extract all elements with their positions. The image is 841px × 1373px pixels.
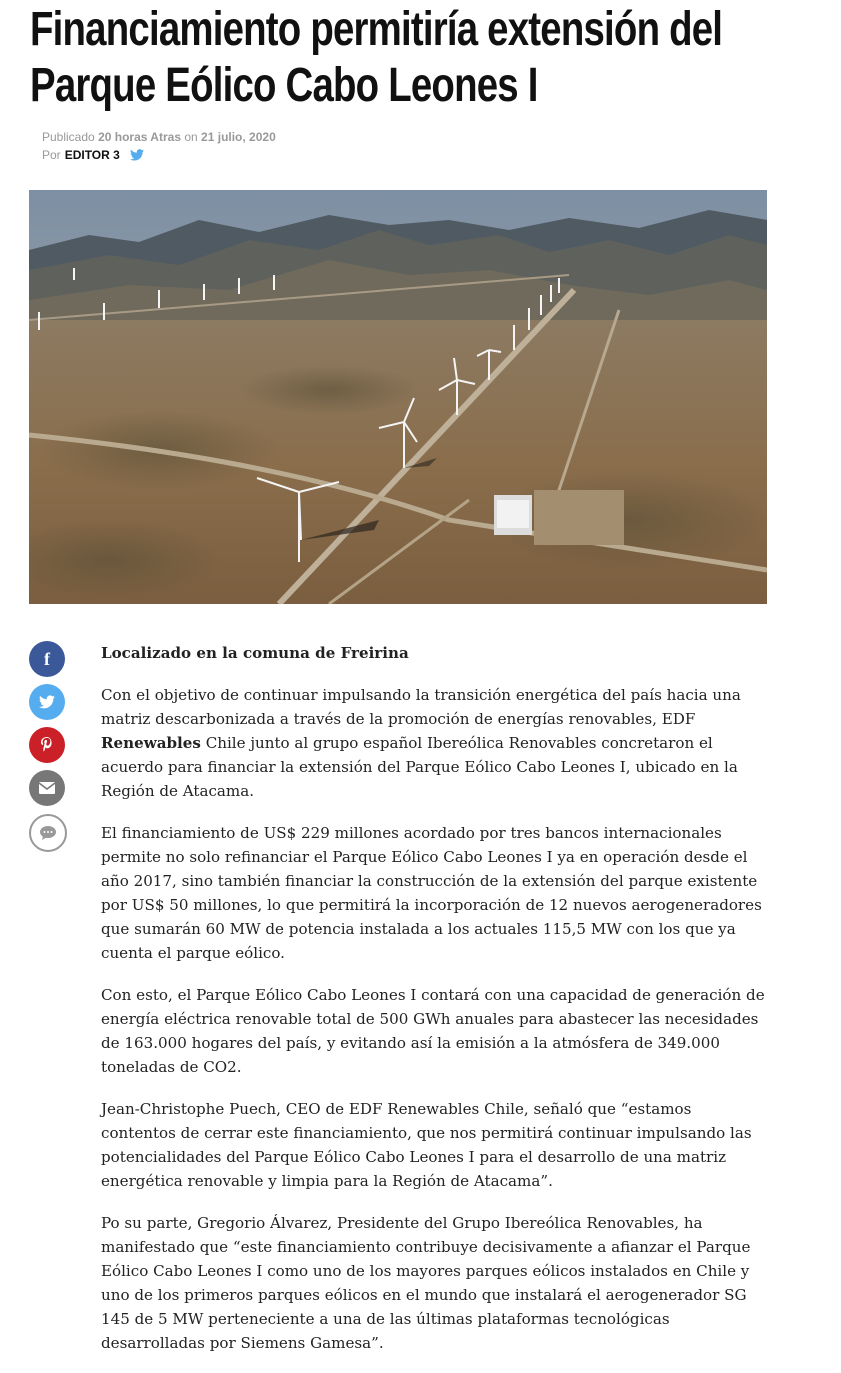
paragraph-2: El financiamiento de US$ 229 millones acordado por tres bancos internacionales permite no solo refinanciar el Parque Eólico Cabo Leones I ya en operación desde el año 2017, sino también financiar la construcción de la extensión del parque existente por US$ 50 millones, lo que permitirá la incorporación de 12 nuevos aerogeneradores que sumarán 60 MW de potencia instalada a los actuales 115,5 MW con los que ya cuenta el parque eólico. — [101, 824, 762, 962]
paragraph-1-a: Con el objetivo de continuar impulsando la transición energética del país hacia una matriz descarbonizada a través de la promoción de energías renovables, EDF — [101, 686, 741, 728]
by-label: Por — [42, 148, 61, 162]
article-title: Financiamiento permitiría extensión del Parque Eólico Cabo Leones I — [30, 3, 723, 112]
share-facebook-button[interactable] — [29, 641, 65, 677]
twitter-icon — [39, 695, 55, 709]
publish-date: 21 julio, 2020 — [201, 130, 276, 144]
paragraph-3: Con esto, el Parque Eólico Cabo Leones I contará con una capacidad de generación de energía eléctrica renovable total de 500 GWh anuales para abastecer las necesidades de 163.000 hogares del país, y evitando así la emisión a la atmósfera de 349.000 toneladas de CO2. — [101, 986, 765, 1076]
paragraph-1-b: Chile junto al grupo español Ibereólica Renovables concretaron el acuerdo para financiar la extensión del Parque Eólico Cabo Leones I, ubicado en la Región de Atacama. — [101, 734, 738, 800]
share-pinterest-button[interactable] — [29, 727, 65, 763]
on-label: on — [184, 130, 198, 144]
pinterest-icon — [40, 737, 54, 753]
comment-icon — [39, 825, 57, 841]
paragraph-4: Jean-Christophe Puech, CEO de EDF Renewables Chile, señaló que “estamos contentos de cerrar este financiamiento, que nos permitirá continuar impulsando las potencialidades del Parque Eólico Cabo Leones I para el desarrollo de una matriz energética renovable y limpia para la Región de Atacama”. — [101, 1100, 752, 1190]
renewables-highlight: Renewables — [101, 734, 201, 752]
twitter-icon[interactable] — [130, 149, 144, 161]
hero-image — [29, 190, 767, 604]
author-meta — [42, 148, 144, 162]
facebook-icon: f — [44, 648, 50, 669]
publish-meta — [42, 130, 276, 144]
comment-button[interactable] — [29, 814, 67, 852]
share-twitter-button[interactable] — [29, 684, 65, 720]
wind-farm-photo — [29, 190, 767, 604]
article-body — [101, 641, 769, 1373]
paragraph-5: Po su parte, Gregorio Álvarez, Presidente del Grupo Ibereólica Renovables, ha manifestado que “este financiamiento contribuye decisivamente a afianzar el Parque Eólico Cabo Leones I como uno de los mayores parques eólicos instalados en Chile y uno de los primeros parques eólicos en el mundo que instalará el aerogenerador SG 145 de 5 MW perteneciente a una de las últimas plataformas tecnológicas desarrolladas por Siemens Gamesa”. — [101, 1214, 751, 1352]
author-link[interactable]: EDITOR 3 — [64, 148, 120, 162]
share-email-button[interactable] — [29, 770, 65, 806]
relative-time: 20 horas Atras — [98, 130, 181, 144]
published-label: Publicado — [42, 130, 95, 144]
email-icon — [39, 782, 55, 794]
paragraph-1 — [101, 683, 769, 803]
article-lead: Localizado en la comuna de Freirina — [101, 644, 409, 662]
